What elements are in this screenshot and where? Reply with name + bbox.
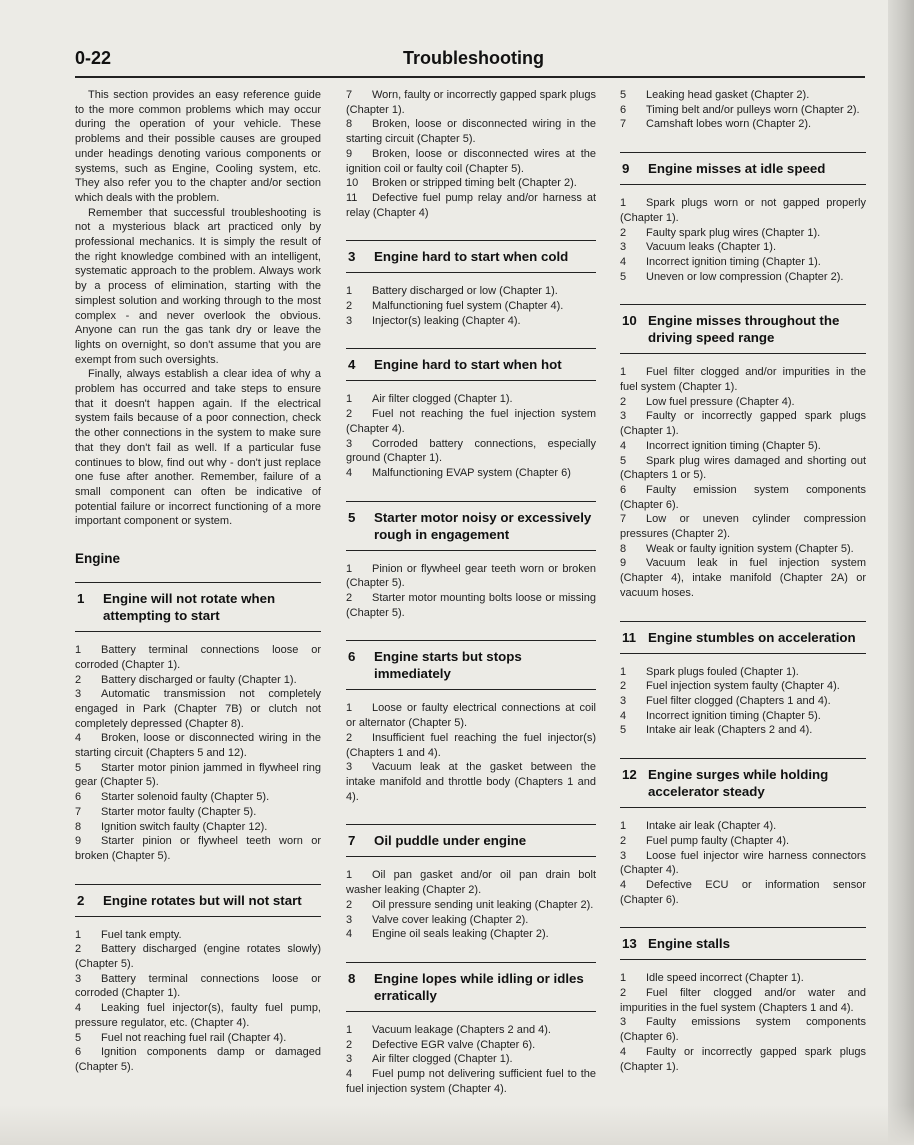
item-text: Faulty spark plug wires (Chapter 1).: [646, 226, 821, 239]
section-heading-text: Engine stumbles on acceleration: [648, 629, 856, 645]
item-text: Vacuum leak at the gasket between the intake manifold and throttle body (Chapters 1 and 4).: [346, 761, 596, 803]
list-item: [620, 483, 866, 512]
item-text: Weak or faulty ignition system (Chapter 5).: [646, 542, 854, 555]
cause-list: [75, 928, 321, 1075]
item-number: 8: [620, 542, 627, 555]
trouble-section: [346, 501, 596, 621]
list-item: [346, 898, 596, 913]
item-text: Leaking fuel injector(s), faulty fuel pump, pressure regulator, etc. (Chapter 4).: [75, 1002, 321, 1029]
item-number: 9: [75, 835, 82, 848]
list-item: [620, 819, 866, 834]
item-number: 4: [75, 732, 82, 745]
item-text: Ignition components damp or damaged (Chapter 5).: [75, 1046, 321, 1073]
list-item: [620, 409, 866, 438]
item-number: 4: [620, 709, 627, 722]
item-number: 9: [346, 147, 353, 160]
list-item: [620, 679, 866, 694]
item-text: Spark plugs worn or not gapped properly (Chapter 1).: [620, 197, 866, 224]
section-heading: [346, 501, 596, 551]
cause-list-continued: [620, 88, 866, 132]
item-text: Insufficient fuel reaching the fuel injector(s) (Chapters 1 and 4).: [346, 731, 596, 759]
section-heading: [620, 152, 866, 185]
item-text: Fuel filter clogged and/or water and impurities in the fuel system (Chapters 1 and 4).: [620, 987, 866, 1014]
item-number: 3: [620, 1016, 627, 1029]
section-heading: [346, 240, 596, 273]
list-item: [346, 562, 596, 591]
list-item: [346, 466, 596, 481]
item-number: 3: [346, 314, 353, 327]
item-text: Starter solenoid faulty (Chapter 5).: [101, 791, 270, 804]
item-text: Broken, loose or disconnected wiring in the starting circuit (Chapter 5).: [346, 118, 596, 146]
list-item: [75, 761, 321, 790]
item-text: Spark plug wires damaged and shorting out (Chapters 1 or 5).: [620, 454, 866, 482]
item-text: Fuel filter clogged and/or impurities in the fuel system (Chapter 1).: [620, 366, 866, 394]
section-heading: [346, 824, 596, 857]
item-number: 1: [346, 1023, 353, 1036]
item-number: 6: [75, 1046, 82, 1059]
item-text: Battery terminal connections loose or corroded (Chapter 1).: [75, 972, 321, 1000]
item-text: Broken or stripped timing belt (Chapter 2).: [372, 177, 577, 190]
item-number: 1: [620, 366, 627, 379]
list-item: [346, 88, 596, 117]
item-number: 6: [620, 483, 627, 496]
cause-list: [620, 196, 866, 284]
list-item: [346, 868, 596, 897]
section-number: 13: [622, 936, 637, 952]
list-item: [346, 913, 596, 928]
section-heading: [75, 582, 321, 632]
list-item: [75, 805, 321, 820]
item-text: Vacuum leak in fuel injection system (Chapter 4), intake manifold (Chapter 2A) or vacuum hoses.: [620, 557, 866, 599]
section-heading: [620, 927, 866, 960]
item-text: Defective ECU or information sensor (Chapter 6).: [620, 878, 866, 906]
trouble-section: [620, 304, 866, 600]
intro-paragraph: This section provides an easy reference guide to the more common problems which may occur during the operation of your vehicle. These problems and their possible causes are grouped under headings denoting various components or systems, such as Engine, Cooling system, etc. They also refer you to the chapter and/or section which deals with the problem.: [75, 89, 321, 204]
item-number: 8: [346, 118, 353, 131]
item-text: Uneven or low compression (Chapter 2).: [646, 270, 844, 283]
list-item: [620, 665, 866, 680]
list-item: [75, 687, 321, 731]
cause-list-continued: [346, 88, 596, 220]
section-heading-text: Engine lopes while idling or idles erratically: [374, 970, 584, 1003]
section-heading-text: Engine hard to start when hot: [374, 357, 562, 373]
section-heading-text: Engine stalls: [648, 936, 731, 952]
item-number: 5: [620, 454, 627, 467]
list-item: [620, 196, 866, 225]
cause-list: [346, 392, 596, 480]
section-heading: [346, 348, 596, 381]
list-item: [75, 673, 321, 688]
column-right: [620, 88, 866, 1094]
item-number: 3: [620, 694, 627, 707]
list-item: [620, 1015, 866, 1044]
item-text: Injector(s) leaking (Chapter 4).: [372, 314, 521, 327]
item-text: Broken, loose or disconnected wires at the ignition coil or faulty coil (Chapter 5).: [346, 147, 596, 175]
list-item: [75, 972, 321, 1001]
list-item: [75, 928, 321, 943]
list-item: [620, 240, 866, 255]
item-number: 5: [620, 270, 627, 283]
cause-list: [346, 562, 596, 621]
trouble-section: [620, 621, 866, 739]
item-text: Fuel injection system faulty (Chapter 4).: [646, 680, 840, 693]
section-number: 9: [622, 161, 630, 177]
item-text: Corroded battery connections, especially ground (Chapter 1).: [346, 437, 596, 465]
list-item: [346, 407, 596, 436]
list-item: [620, 103, 866, 118]
section-heading-text: Engine misses throughout the driving speed range: [648, 313, 840, 346]
section-heading-text: Starter motor noisy or excessively rough in engagement: [374, 509, 592, 542]
item-number: 2: [346, 408, 353, 421]
list-item: [620, 365, 866, 394]
section-heading-text: Engine rotates but will not start: [103, 892, 302, 908]
item-text: Ignition switch faulty (Chapter 12).: [101, 820, 268, 833]
item-number: 4: [620, 255, 627, 268]
item-text: Starter motor mounting bolts loose or missing (Chapter 5).: [346, 592, 596, 619]
list-item: [620, 849, 866, 878]
list-item: [346, 284, 596, 299]
item-number: 1: [75, 928, 82, 941]
list-item: [75, 942, 321, 971]
item-text: Loose fuel injector wire harness connectors (Chapter 4).: [620, 849, 866, 877]
item-number: 6: [620, 103, 627, 116]
item-text: Faulty or incorrectly gapped spark plugs (Chapter 1).: [620, 410, 866, 438]
item-text: Worn, faulty or incorrectly gapped spark plugs (Chapter 1).: [346, 89, 596, 116]
list-item: [346, 191, 596, 220]
section-heading-text: Engine will not rotate when attempting to start: [103, 591, 276, 624]
list-item: [620, 709, 866, 724]
item-text: Low or uneven cylinder compression pressures (Chapter 2).: [620, 513, 866, 541]
item-text: Fuel pump faulty (Chapter 4).: [646, 834, 790, 847]
item-number: 5: [620, 89, 627, 101]
list-item: [620, 512, 866, 541]
item-number: 1: [620, 820, 627, 833]
item-text: Incorrect ignition timing (Chapter 5).: [646, 439, 821, 452]
list-item: [75, 820, 321, 835]
item-number: 2: [346, 1038, 353, 1051]
item-text: Idle speed incorrect (Chapter 1).: [646, 972, 804, 985]
trouble-section: [620, 927, 866, 1074]
list-item: [620, 255, 866, 270]
item-text: Battery discharged (engine rotates slowly) (Chapter 5).: [75, 943, 321, 971]
section-heading: [620, 621, 866, 654]
section-number: 1: [77, 591, 85, 607]
page-number: 0-22: [75, 48, 112, 68]
item-number: 3: [620, 410, 627, 423]
list-item: [75, 643, 321, 672]
item-number: 2: [346, 731, 353, 744]
trouble-section: [346, 824, 596, 942]
item-text: Broken, loose or disconnected wiring in the starting circuit (Chapters 5 and 12).: [75, 732, 321, 760]
list-item: [346, 1023, 596, 1038]
list-item: [346, 147, 596, 176]
list-item: [346, 437, 596, 466]
item-number: 8: [75, 820, 82, 833]
cause-list: [75, 643, 321, 864]
list-item: [75, 1001, 321, 1030]
list-item: [620, 694, 866, 709]
section-number: 11: [622, 629, 637, 645]
item-text: Oil pan gasket and/or oil pan drain bolt washer leaking (Chapter 2).: [346, 869, 596, 897]
item-number: 11: [346, 191, 358, 204]
item-number: 7: [620, 118, 627, 131]
list-item: [346, 299, 596, 314]
item-number: 1: [346, 702, 353, 715]
item-number: 4: [620, 1045, 627, 1058]
item-text: Fuel tank empty.: [101, 928, 182, 941]
item-text: Defective fuel pump relay and/or harness at relay (Chapter 4): [346, 191, 596, 219]
section-heading-text: Engine surges while holding accelerator steady: [648, 767, 829, 800]
list-item: [346, 314, 596, 329]
list-item: [620, 834, 866, 849]
list-item: [620, 723, 866, 738]
list-item: [620, 1045, 866, 1074]
list-item: [346, 176, 596, 191]
item-number: 9: [620, 557, 627, 570]
item-text: Fuel not reaching fuel rail (Chapter 4).: [101, 1031, 287, 1044]
trouble-section: [75, 884, 321, 1075]
item-number: 3: [346, 437, 353, 450]
section-number: 7: [348, 833, 356, 849]
item-number: 3: [75, 972, 82, 985]
item-text: Incorrect ignition timing (Chapter 1).: [646, 255, 821, 268]
list-item: [346, 1052, 596, 1067]
item-number: 1: [346, 869, 353, 882]
item-number: 7: [75, 805, 82, 818]
section-number: 8: [348, 970, 356, 986]
cause-list: [346, 1023, 596, 1097]
trouble-section: [346, 640, 596, 804]
list-item: [620, 878, 866, 907]
item-text: Faulty emission system components (Chapter 6).: [620, 483, 866, 511]
cause-list: [620, 365, 866, 600]
list-item: [620, 395, 866, 410]
item-number: 2: [75, 943, 82, 956]
item-number: 7: [620, 513, 627, 526]
section-heading: [346, 962, 596, 1012]
item-number: 3: [346, 913, 353, 926]
list-item: [75, 1045, 321, 1074]
item-number: 2: [75, 673, 82, 686]
item-number: 3: [620, 849, 627, 862]
section-title-engine: Engine: [75, 551, 121, 567]
item-text: Fuel filter clogged (Chapters 1 and 4).: [646, 694, 831, 707]
item-number: 4: [620, 878, 627, 891]
item-text: Low fuel pressure (Chapter 4).: [646, 395, 795, 408]
item-number: 2: [620, 987, 627, 1000]
list-item: [620, 439, 866, 454]
item-text: Malfunctioning EVAP system (Chapter 6): [372, 466, 571, 479]
item-text: Automatic transmission not completely engaged in Park (Chapter 7B) or clutch not completely depressed (Chapter 8).: [75, 688, 321, 730]
item-text: Battery terminal connections loose or corroded (Chapter 1).: [75, 644, 321, 671]
page-edge-shadow: [888, 0, 914, 1145]
item-text: Faulty emissions system components (Chapter 6).: [620, 1016, 866, 1044]
item-number: 2: [346, 898, 353, 911]
list-item: [620, 117, 866, 132]
item-text: Malfunctioning fuel system (Chapter 4).: [372, 300, 564, 313]
item-text: Starter pinion or flywheel teeth worn or broken (Chapter 5).: [75, 835, 321, 862]
cause-list: [346, 868, 596, 942]
item-number: 4: [346, 928, 353, 941]
section-number: 12: [622, 767, 637, 783]
section-heading: [75, 884, 321, 917]
item-text: Engine oil seals leaking (Chapter 2).: [372, 928, 549, 941]
item-number: 1: [346, 285, 353, 298]
item-number: 7: [346, 89, 353, 101]
item-number: 1: [346, 393, 353, 406]
item-text: Incorrect ignition timing (Chapter 5).: [646, 709, 821, 722]
section-number: 4: [348, 357, 356, 373]
item-text: Vacuum leakage (Chapters 2 and 4).: [372, 1023, 551, 1036]
item-number: 2: [620, 834, 627, 847]
item-text: Fuel not reaching the fuel injection system (Chapter 4).: [346, 408, 596, 435]
cause-list: [620, 971, 866, 1074]
list-item: [620, 270, 866, 285]
list-item: [620, 971, 866, 986]
list-item: [346, 760, 596, 804]
item-number: 6: [75, 791, 82, 804]
list-item: [620, 986, 866, 1015]
item-number: 1: [346, 562, 353, 575]
list-item: [346, 392, 596, 407]
list-item: [75, 834, 321, 863]
item-number: 4: [346, 466, 353, 479]
list-item: [75, 731, 321, 760]
trouble-section: [75, 582, 321, 864]
item-text: Air filter clogged (Chapter 1).: [372, 393, 513, 406]
section-number: 3: [348, 249, 356, 265]
item-text: Intake air leak (Chapter 4).: [646, 820, 777, 833]
item-number: 5: [620, 724, 627, 737]
section-number: 10: [622, 313, 637, 329]
item-number: 2: [620, 226, 627, 239]
item-text: Starter motor pinion jammed in flywheel ring gear (Chapter 5).: [75, 761, 321, 789]
column-middle: [346, 88, 596, 1116]
item-number: 4: [75, 1002, 82, 1015]
list-item: [620, 226, 866, 241]
trouble-section: [620, 152, 866, 284]
item-number: 3: [346, 761, 353, 774]
section-number: 2: [77, 892, 85, 908]
item-number: 1: [620, 972, 627, 985]
item-number: 3: [346, 1053, 353, 1066]
item-text: Spark plugs fouled (Chapter 1).: [646, 665, 799, 678]
item-number: 2: [620, 395, 627, 408]
item-number: 2: [346, 592, 353, 605]
section-number: 6: [348, 649, 356, 665]
section-heading-text: Oil puddle under engine: [374, 833, 527, 849]
item-number: 1: [75, 644, 82, 657]
item-text: Vacuum leaks (Chapter 1).: [646, 241, 777, 254]
section-heading-text: Engine starts but stops immediately: [374, 649, 522, 682]
item-text: Leaking head gasket (Chapter 2).: [646, 89, 810, 101]
section-number: 5: [348, 509, 356, 525]
list-item: [346, 701, 596, 730]
item-number: 5: [75, 1031, 82, 1044]
item-text: Loose or faulty electrical connections at coil or alternator (Chapter 5).: [346, 702, 596, 730]
item-text: Defective EGR valve (Chapter 6).: [372, 1038, 536, 1051]
item-text: Faulty or incorrectly gapped spark plugs (Chapter 1).: [620, 1045, 866, 1073]
trouble-section: [346, 962, 596, 1097]
list-item: [620, 542, 866, 557]
item-text: Intake air leak (Chapters 2 and 4).: [646, 724, 813, 737]
cause-list: [620, 665, 866, 739]
page-header: [75, 44, 865, 78]
page-title: Troubleshooting: [403, 48, 544, 68]
list-item: [346, 927, 596, 942]
section-heading-text: Engine hard to start when cold: [374, 249, 569, 265]
cause-list: [620, 819, 866, 907]
item-number: 10: [346, 177, 359, 190]
intro-paragraph: Finally, always establish a clear idea of why a problem has occurred and take steps to ensure that it doesn't happen again. If the electrical system fails because of a poor connection, check the other connections in the system to make sure that they don't fail as well. If a particular fuse continues to blow, find out why - don't just replace one fuse after another. Remember, failure of a small component can often be indicative of potential failure or incorrect functioning of a more important component or system.: [75, 368, 321, 528]
list-item: [346, 1067, 596, 1096]
list-item: [75, 1031, 321, 1046]
item-number: 5: [75, 761, 82, 774]
item-text: Fuel pump not delivering sufficient fuel to the fuel injection system (Chapter 4).: [346, 1068, 596, 1095]
item-number: 1: [620, 197, 627, 210]
item-text: Camshaft lobes worn (Chapter 2).: [646, 118, 812, 131]
item-text: Battery discharged or low (Chapter 1).: [372, 285, 558, 298]
item-text: Air filter clogged (Chapter 1).: [372, 1053, 513, 1066]
trouble-section: [346, 240, 596, 328]
list-item: [346, 1038, 596, 1053]
section-heading: [620, 758, 866, 808]
list-item: [75, 790, 321, 805]
item-number: 2: [620, 680, 627, 693]
item-text: Starter motor faulty (Chapter 5).: [101, 805, 257, 818]
item-text: Timing belt and/or pulleys worn (Chapter 2).: [646, 103, 860, 116]
item-number: 2: [346, 300, 353, 313]
item-number: 3: [75, 688, 82, 701]
trouble-section: [346, 348, 596, 480]
cause-list: [346, 701, 596, 804]
cause-list: [346, 284, 596, 328]
list-item: [620, 88, 866, 103]
column-left: [75, 88, 321, 1095]
list-item: [346, 117, 596, 146]
item-number: 3: [620, 241, 627, 254]
list-item: [346, 591, 596, 620]
section-heading: [620, 304, 866, 354]
item-text: Battery discharged or faulty (Chapter 1).: [101, 673, 297, 686]
item-number: 4: [346, 1068, 353, 1081]
item-text: Pinion or flywheel gear teeth worn or broken (Chapter 5).: [346, 562, 596, 590]
item-number: 4: [620, 439, 627, 452]
item-number: 1: [620, 665, 627, 678]
section-heading: [346, 640, 596, 690]
list-item: [620, 454, 866, 483]
item-text: Oil pressure sending unit leaking (Chapter 2).: [372, 898, 594, 911]
list-item: [346, 731, 596, 760]
intro-paragraph: Remember that successful troubleshooting is not a mysterious black art practiced only by professional mechanics. It is simply the result of the right knowledge combined with an intelligent, systematic approach to the problem. Always work by a process of elimination, starting with the simplest solution and working through to the most complex - and never overlook the obvious. Anyone can run the gas tank dry or leave the lights on overnight, so don't assume that you are exempt from such oversights.: [75, 206, 321, 366]
trouble-section: [620, 758, 866, 907]
list-item: [620, 556, 866, 600]
item-text: Valve cover leaking (Chapter 2).: [372, 913, 529, 926]
section-heading-text: Engine misses at idle speed: [648, 161, 826, 177]
